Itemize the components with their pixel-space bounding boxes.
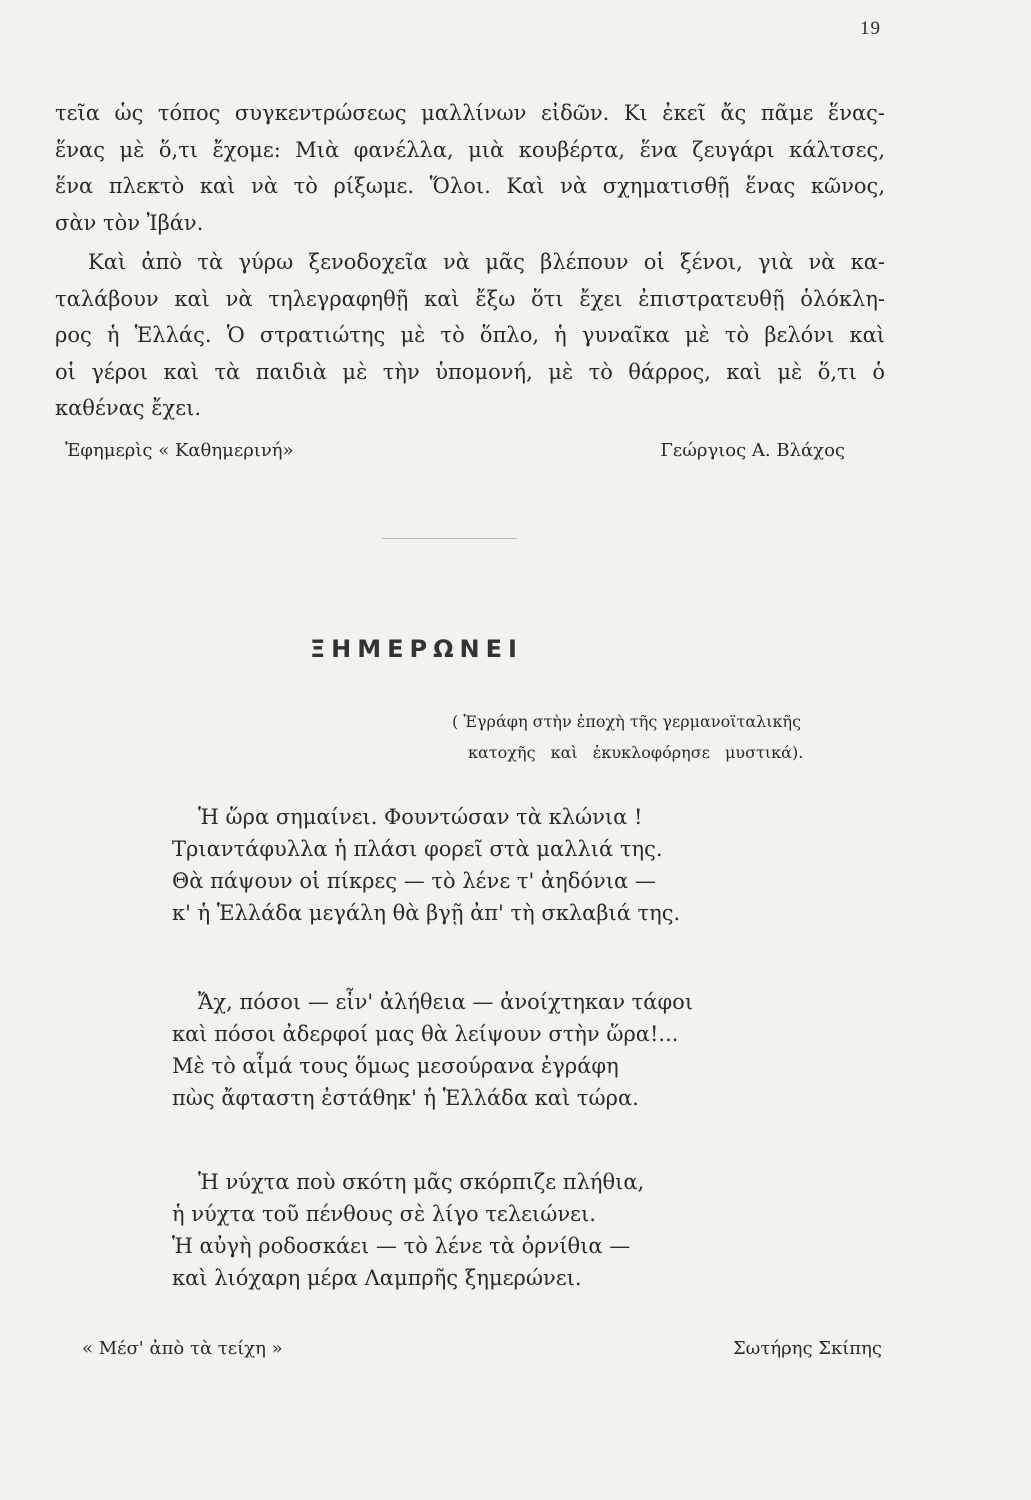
prose-source: Ἐφημερὶς « Καθημερινή» [65, 440, 294, 461]
poem-verse: Ἄχ, πόσοι — εἶν' ἀλήθεια — ἀνοίχτηκαν τάφοι [198, 990, 694, 1014]
poem-verse: Ἡ ὥρα σημαίνει. Φουντώσαν τὰ κλώνια ! [198, 805, 643, 829]
poem-verse: ἡ νύχτα τοῦ πένθους σὲ λίγο τελειώνει. [172, 1202, 596, 1226]
poem-verse: Ἡ νύχτα ποὺ σκότη μᾶς σκόρπιζε πλήθια, [198, 1170, 645, 1194]
poem-stanza-2 [172, 986, 694, 1114]
poem-stanza-1 [172, 801, 681, 929]
prose-section [55, 95, 885, 427]
prose-line: οἱ γέροι καὶ τὰ παιδιὰ μὲ τὴν ὑπομονή, μὲ τὸ θάρρος, καὶ μὲ ὅ,τι ὁ [55, 359, 885, 384]
poem-title: ΞΗΜΕΡΩΝΕΙ [310, 635, 523, 663]
poem-verse: πὼς ἄφταστη ἐστάθηκ' ἡ Ἑλλάδα καὶ τώρα. [172, 1086, 639, 1110]
poem-stanza-3 [172, 1166, 645, 1294]
prose-line: ἕνα πλεκτὸ καὶ νὰ τὸ ρίξωμε. Ὅλοι. Καὶ νὰ σχηματισθῇ ἕνας κῶνος, [55, 174, 885, 198]
section-divider [382, 538, 517, 539]
page-number: 19 [860, 18, 881, 39]
poem-source: « Μέσ' ἀπὸ τὰ τείχη » [82, 1338, 283, 1359]
prose-line: Καὶ ἀπὸ τὰ γύρω ξενοδοχεῖα νὰ μᾶς βλέπουν οἱ ξένοι, γιὰ νὰ κα- [88, 250, 885, 274]
poem-verse: κ' ἡ Ἑλλάδα μεγάλη θὰ βγῇ ἀπ' τὴ σκλαβιά της. [172, 901, 681, 925]
prose-line: ταλάβουν καὶ νὰ τηλεγραφηθῇ καὶ ἔξω ὅτι ἔχει ἐπιστρατευθῇ ὁλόκλη- [55, 286, 885, 311]
prose-line: καθένας ἔχει. [55, 396, 201, 420]
prose-line: τεῖα ὡς τόπος συγκεντρώσεως μαλλίνων εἰδῶν. Κι ἐκεῖ ἄς πᾶμε ἕνας- [55, 101, 885, 125]
prose-paragraph-2 [55, 244, 885, 427]
prose-author: Γεώργιος Α. Βλάχος [660, 440, 845, 461]
poem-verse: Μὲ τὸ αἷμά τους ὅμως μεσούρανα ἐγράφη [172, 1054, 619, 1078]
poem-verse: Τριαντάφυλλα ἡ πλάσι φορεῖ στὰ μαλλιά της. [172, 837, 663, 861]
poem-author: Σωτήρης Σκίπης [732, 1338, 882, 1359]
poem-note-line: κατοχῆς καὶ ἐκυκλοφόρησε μυστικά). [468, 743, 804, 762]
poem-verse: Ἡ αὐγὴ ροδοσκάει — τὸ λένε τὰ ὀρνίθια — [172, 1234, 631, 1258]
poem-verse: Θὰ πάψουν οἱ πίκρες — τὸ λένε τ' ἀηδόνια — [172, 869, 656, 893]
poem-note-line: ( Ἐγράφη στὴν ἐποχὴ τῆς γερμανοϊταλικῆς [452, 712, 802, 731]
prose-attribution [65, 440, 845, 461]
prose-paragraph-1 [55, 95, 885, 241]
poem-note [452, 706, 892, 768]
prose-line: σὰν τὸν Ἰβάν. [55, 210, 204, 235]
prose-line: ρος ἡ Ἑλλάς. Ὁ στρατιώτης μὲ τὸ ὅπλο, ἡ γυναῖκα μὲ τὸ βελόνι καὶ [55, 323, 885, 347]
poem-attribution [82, 1338, 882, 1359]
poem-verse: καὶ πόσοι ἀδερφοί μας θὰ λείψουν στὴν ὥρα!... [172, 1022, 679, 1046]
prose-line: ἕνας μὲ ὅ,τι ἔχομε: Μιὰ φανέλλα, μιὰ κουβέρτα, ἕνα ζευγάρι κάλτσες, [55, 137, 885, 162]
poem-verse: καὶ λιόχαρη μέρα Λαμπρῆς ξημερώνει. [172, 1266, 582, 1290]
